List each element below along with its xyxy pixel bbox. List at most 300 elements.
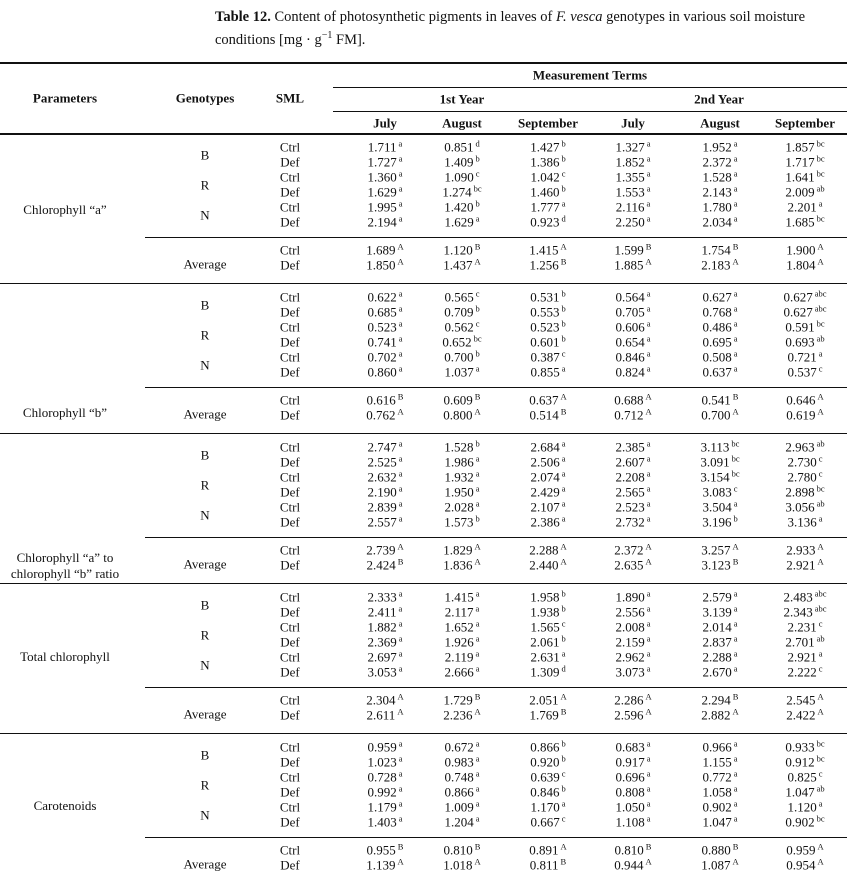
table-cell <box>530 155 566 170</box>
average-cell <box>530 858 566 873</box>
table-cell <box>444 635 479 650</box>
significance-letter: a <box>398 798 403 809</box>
average-cell <box>367 843 404 858</box>
cell-value: 0.866 <box>444 784 474 800</box>
significance-letter: B <box>645 241 652 252</box>
significance-letter: b <box>561 318 566 329</box>
table-cell <box>444 515 480 530</box>
table-cell <box>367 590 402 605</box>
cell-value: 2.732 <box>615 514 645 530</box>
table-cell <box>444 215 479 230</box>
table-cell <box>787 620 822 635</box>
significance-letter: a <box>646 768 651 779</box>
cell-value: 2.556 <box>615 604 645 620</box>
cell-value: 2.701 <box>785 634 815 650</box>
cell-value: 1.573 <box>444 514 474 530</box>
average-cell <box>701 543 738 558</box>
cell-value: 0.992 <box>367 784 397 800</box>
table-cell <box>530 800 565 815</box>
average-cell <box>443 258 480 273</box>
significance-letter: a <box>561 453 566 464</box>
table-cell <box>615 620 650 635</box>
table-cell <box>702 350 737 365</box>
significance-letter: a <box>475 483 480 494</box>
cell-value: 0.652 <box>442 334 472 350</box>
cell-value: 0.667 <box>530 814 560 830</box>
cell-value: 1.885 <box>614 257 644 273</box>
significance-letter: a <box>646 453 651 464</box>
caption-species: F. vesca <box>556 9 603 25</box>
header-year-1: 1st Year <box>439 91 485 107</box>
cell-value: 0.825 <box>787 769 817 785</box>
cell-value: 0.959 <box>367 739 397 755</box>
table-cell <box>787 365 822 380</box>
significance-letter: A <box>732 856 739 867</box>
table-cell <box>367 485 402 500</box>
cell-value: 1.309 <box>530 664 560 680</box>
cell-value: 3.056 <box>785 499 815 515</box>
cell-value: 2.250 <box>615 214 645 230</box>
significance-letter: a <box>398 753 403 764</box>
significance-letter: a <box>646 198 651 209</box>
table-cell <box>787 800 822 815</box>
average-label: Average <box>183 706 227 722</box>
significance-letter: ab <box>816 438 825 449</box>
cell-value: 1.857 <box>785 139 815 155</box>
cell-value: 1.139 <box>366 857 396 873</box>
sml-label: Ctrl <box>279 319 301 335</box>
significance-letter: B <box>732 691 739 702</box>
significance-letter: a <box>818 648 823 659</box>
sml-label: Def <box>280 184 300 200</box>
average-cell <box>614 693 651 708</box>
table-cell <box>615 470 650 485</box>
cell-value: 1.087 <box>701 857 731 873</box>
cell-value: 1.932 <box>444 469 474 485</box>
significance-letter: b <box>733 513 738 524</box>
significance-letter: c <box>561 813 566 824</box>
cell-value: 2.596 <box>614 707 644 723</box>
sml-label: Ctrl <box>279 469 301 485</box>
significance-letter: a <box>475 783 480 794</box>
cell-value: 0.688 <box>614 392 644 408</box>
table-cell <box>615 635 650 650</box>
average-cell <box>786 708 823 723</box>
significance-letter: a <box>646 468 651 479</box>
cell-value: 2.962 <box>615 649 645 665</box>
significance-letter: B <box>560 706 567 717</box>
cell-value: 0.851 <box>444 139 474 155</box>
cell-value: 2.014 <box>702 619 732 635</box>
average-cell <box>529 243 566 258</box>
parameter-label-line: Total chlorophyll <box>20 649 110 664</box>
table-cell <box>444 770 479 785</box>
table-cell <box>444 815 479 830</box>
significance-letter: a <box>646 483 651 494</box>
genotype-label: N <box>200 207 210 223</box>
cell-value: 2.107 <box>530 499 560 515</box>
significance-letter: a <box>475 768 480 779</box>
table-cell <box>702 200 737 215</box>
cell-value: 0.564 <box>615 289 645 305</box>
table-cell <box>785 155 824 170</box>
significance-letter: A <box>560 556 567 567</box>
average-cell <box>367 393 404 408</box>
cell-value: 0.712 <box>614 407 644 423</box>
table-cell <box>785 185 824 200</box>
cell-value: 1.460 <box>530 184 560 200</box>
cell-value: 2.730 <box>787 454 817 470</box>
significance-letter: c <box>818 618 823 629</box>
average-cell <box>786 558 823 573</box>
cell-value: 3.196 <box>702 514 732 530</box>
cell-value: 0.741 <box>367 334 397 350</box>
average-cell <box>530 708 567 723</box>
table-cell <box>787 470 822 485</box>
cell-value: 3.154 <box>700 469 730 485</box>
average-cell <box>786 843 823 858</box>
cell-value: 1.852 <box>615 154 645 170</box>
cell-value: 1.327 <box>615 139 645 155</box>
significance-letter: a <box>398 333 403 344</box>
significance-letter: bc <box>816 753 825 764</box>
table-cell <box>702 365 737 380</box>
table-cell <box>530 470 565 485</box>
cell-value: 0.959 <box>786 842 816 858</box>
table-cell <box>367 155 402 170</box>
significance-letter: a <box>475 753 480 764</box>
caption-label: Table 12. <box>215 9 271 25</box>
cell-value: 0.616 <box>366 392 396 408</box>
significance-letter: a <box>733 318 738 329</box>
significance-letter: d <box>561 663 566 674</box>
table-cell <box>615 215 650 230</box>
average-cell <box>702 843 739 858</box>
significance-letter: a <box>646 753 651 764</box>
sml-label: Ctrl <box>279 739 301 755</box>
table-cell <box>702 620 737 635</box>
table-cell <box>615 335 650 350</box>
table-cell <box>530 665 566 680</box>
significance-letter: A <box>474 541 481 552</box>
average-cell <box>786 258 823 273</box>
table-cell <box>615 350 650 365</box>
cell-value: 1.037 <box>444 364 474 380</box>
cell-value: 2.631 <box>530 649 560 665</box>
cell-value: 0.627 <box>702 289 732 305</box>
cell-value: 0.619 <box>786 407 816 423</box>
table-cell <box>444 485 479 500</box>
average-label: Average <box>183 256 227 272</box>
significance-letter: ab <box>816 183 825 194</box>
significance-letter: b <box>561 738 566 749</box>
average-cell <box>786 408 823 423</box>
significance-letter: a <box>475 663 480 674</box>
significance-letter: A <box>645 556 652 567</box>
cell-value: 1.729 <box>443 692 473 708</box>
average-cell <box>786 543 823 558</box>
significance-letter: c <box>818 663 823 674</box>
table-cell <box>702 650 737 665</box>
table-cell <box>615 455 650 470</box>
cell-value: 1.170 <box>530 799 560 815</box>
table-cell <box>530 290 566 305</box>
table-cell <box>444 800 479 815</box>
cell-value: 0.944 <box>614 857 644 873</box>
significance-letter: a <box>646 513 651 524</box>
table-cell <box>615 305 650 320</box>
header-month: September <box>518 115 578 131</box>
table-rule <box>0 733 847 734</box>
cell-value: 0.954 <box>786 857 816 873</box>
table-cell <box>615 605 650 620</box>
table-cell <box>367 350 402 365</box>
significance-letter: A <box>397 541 404 552</box>
table-cell <box>530 200 565 215</box>
average-cell <box>366 858 403 873</box>
cell-value: 0.695 <box>702 334 732 350</box>
cell-value: 3.091 <box>700 454 730 470</box>
significance-letter: B <box>474 241 481 252</box>
significance-letter: b <box>561 303 566 314</box>
significance-letter: a <box>561 498 566 509</box>
sml-label: Ctrl <box>279 649 301 665</box>
table-cell <box>444 740 479 755</box>
table-cell <box>530 815 565 830</box>
cell-value: 1.685 <box>785 214 815 230</box>
table-cell <box>530 650 565 665</box>
significance-letter: a <box>733 753 738 764</box>
table-cell <box>444 200 480 215</box>
parameter-label-line: Chlorophyll “a” <box>23 202 107 217</box>
table-cell <box>702 740 737 755</box>
parameter-label-line: Carotenoids <box>33 798 97 813</box>
table-cell <box>702 485 737 500</box>
sml-label: Def <box>280 707 300 723</box>
cell-value: 0.627 <box>783 304 813 320</box>
table-cell <box>701 440 740 455</box>
cell-value: 0.748 <box>444 769 474 785</box>
table-cell <box>785 755 824 770</box>
table-cell <box>367 200 402 215</box>
table-cell <box>702 215 737 230</box>
average-cell <box>786 858 823 873</box>
significance-letter: A <box>817 256 824 267</box>
table-rule <box>333 111 847 112</box>
table-cell <box>442 185 481 200</box>
significance-letter: a <box>561 513 566 524</box>
cell-value: 1.018 <box>443 857 473 873</box>
table-cell <box>785 140 824 155</box>
cell-value: 0.728 <box>367 769 397 785</box>
cell-value: 2.579 <box>702 589 732 605</box>
table-cell <box>367 650 402 665</box>
significance-letter: a <box>646 738 651 749</box>
significance-letter: a <box>818 513 823 524</box>
cell-value: 0.637 <box>702 364 732 380</box>
significance-letter: a <box>398 633 403 644</box>
genotype-label: B <box>200 447 210 463</box>
significance-letter: c <box>818 768 823 779</box>
cell-value: 0.553 <box>530 304 560 320</box>
significance-letter: A <box>817 691 824 702</box>
cell-value: 3.139 <box>702 604 732 620</box>
significance-letter: B <box>560 856 567 867</box>
average-cell <box>786 393 823 408</box>
table-cell <box>530 305 566 320</box>
cell-value: 0.700 <box>444 349 474 365</box>
significance-letter: A <box>474 856 481 867</box>
table-cell <box>444 155 480 170</box>
significance-letter: a <box>475 603 480 614</box>
cell-value: 1.836 <box>443 557 473 573</box>
significance-letter: A <box>732 706 739 717</box>
significance-letter: a <box>733 138 738 149</box>
significance-letter: A <box>645 706 652 717</box>
table-cell <box>530 620 565 635</box>
cell-value: 1.952 <box>702 139 732 155</box>
table-cell <box>530 185 566 200</box>
cell-value: 0.537 <box>787 364 817 380</box>
table-cell <box>615 515 650 530</box>
table-cell <box>785 500 824 515</box>
cell-value: 0.920 <box>530 754 560 770</box>
cell-value: 2.837 <box>702 634 732 650</box>
table-cell <box>444 140 480 155</box>
table-cell <box>787 350 822 365</box>
average-cell <box>366 258 403 273</box>
significance-letter: B <box>732 841 739 852</box>
cell-value: 1.829 <box>443 542 473 558</box>
significance-letter: a <box>646 213 651 224</box>
cell-value: 1.120 <box>443 242 473 258</box>
table-cell <box>367 185 402 200</box>
cell-value: 1.090 <box>444 169 474 185</box>
caption-text-2: genotypes in various soil moisture conditions [mg · g <box>215 9 806 48</box>
cell-value: 2.921 <box>786 557 816 573</box>
sml-label: Ctrl <box>279 169 301 185</box>
table-cell <box>367 365 402 380</box>
cell-value: 3.123 <box>701 557 731 573</box>
significance-letter: a <box>733 663 738 674</box>
table-cell <box>785 485 824 500</box>
significance-letter: a <box>733 648 738 659</box>
significance-letter: a <box>733 183 738 194</box>
cell-value: 2.557 <box>367 514 397 530</box>
table-cell <box>702 155 737 170</box>
table-cell <box>367 620 402 635</box>
sml-label: Ctrl <box>279 619 301 635</box>
cell-value: 0.846 <box>615 349 645 365</box>
significance-letter: a <box>561 438 566 449</box>
significance-letter: B <box>397 391 404 402</box>
cell-value: 1.754 <box>701 242 731 258</box>
sml-label: Def <box>280 214 300 230</box>
significance-letter: abc <box>814 303 827 314</box>
significance-letter: a <box>475 468 480 479</box>
table-cell <box>785 740 824 755</box>
significance-letter: A <box>645 691 652 702</box>
table-cell <box>702 140 737 155</box>
significance-letter: A <box>732 256 739 267</box>
average-cell <box>366 408 403 423</box>
average-cell <box>366 693 403 708</box>
table-cell <box>615 590 650 605</box>
significance-letter: a <box>475 798 480 809</box>
sml-label: Ctrl <box>279 842 301 858</box>
genotype-label: B <box>200 297 210 313</box>
significance-letter: a <box>733 363 738 374</box>
significance-letter: A <box>817 856 824 867</box>
cell-value: 1.528 <box>702 169 732 185</box>
significance-letter: ab <box>816 783 825 794</box>
table-cell <box>530 635 566 650</box>
significance-letter: a <box>398 783 403 794</box>
cell-value: 2.372 <box>614 542 644 558</box>
significance-letter: a <box>561 468 566 479</box>
cell-value: 0.639 <box>530 769 560 785</box>
average-cell <box>701 708 738 723</box>
cell-value: 1.711 <box>367 139 397 155</box>
cell-value: 3.504 <box>702 499 732 515</box>
cell-value: 0.609 <box>443 392 473 408</box>
table-cell <box>615 440 650 455</box>
cell-value: 2.635 <box>614 557 644 573</box>
cell-value: 0.531 <box>530 289 560 305</box>
cell-value: 1.926 <box>444 634 474 650</box>
average-cell <box>443 543 480 558</box>
header-genotypes: Genotypes <box>175 90 235 106</box>
table-cell <box>615 770 650 785</box>
header-sml: SML <box>275 90 305 106</box>
significance-letter: a <box>646 798 651 809</box>
average-label: Average <box>183 556 227 572</box>
cell-value: 2.372 <box>702 154 732 170</box>
significance-letter: a <box>398 438 403 449</box>
cell-value: 0.622 <box>367 289 397 305</box>
cell-value: 1.689 <box>366 242 396 258</box>
cell-value: 2.034 <box>702 214 732 230</box>
cell-value: 2.117 <box>444 604 474 620</box>
significance-letter: bc <box>816 483 825 494</box>
cell-value: 1.804 <box>786 257 816 273</box>
cell-value: 1.528 <box>444 439 474 455</box>
table-cell <box>787 200 822 215</box>
cell-value: 2.208 <box>615 469 645 485</box>
table-cell <box>700 455 739 470</box>
significance-letter: a <box>561 363 566 374</box>
table-cell <box>615 155 650 170</box>
cell-value: 2.780 <box>787 469 817 485</box>
cell-value: 0.923 <box>530 214 560 230</box>
cell-value: 1.108 <box>615 814 645 830</box>
significance-letter: a <box>398 453 403 464</box>
table-cell <box>530 140 566 155</box>
significance-letter: a <box>733 333 738 344</box>
significance-letter: a <box>646 318 651 329</box>
table-cell <box>367 470 402 485</box>
significance-letter: a <box>475 363 480 374</box>
significance-letter: b <box>561 333 566 344</box>
significance-letter: A <box>645 256 652 267</box>
cell-value: 1.403 <box>367 814 397 830</box>
average-label: Average <box>183 856 227 872</box>
cell-value: 1.047 <box>785 784 815 800</box>
cell-value: 1.553 <box>615 184 645 200</box>
cell-value: 2.545 <box>786 692 816 708</box>
table-cell <box>444 470 479 485</box>
significance-letter: a <box>398 183 403 194</box>
